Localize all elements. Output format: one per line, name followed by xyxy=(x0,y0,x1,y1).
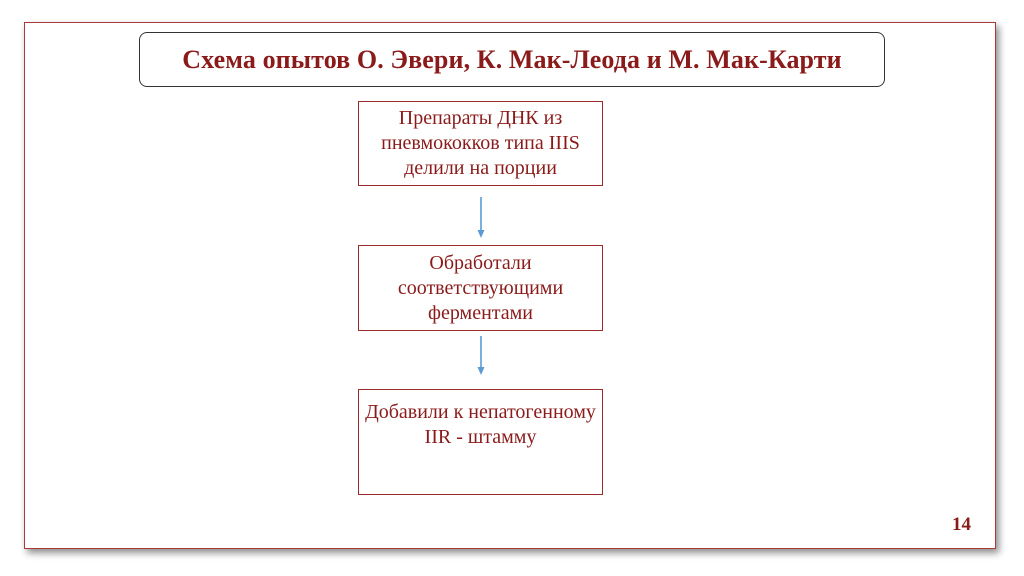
arrow-down-icon xyxy=(474,336,488,376)
flow-step-3-label: Добавили к непатогенному IIR - штамму xyxy=(365,401,596,448)
page-number: 14 xyxy=(952,514,971,535)
flow-step-2-label: Обработали соответствующими ферментами xyxy=(397,251,564,324)
slide xyxy=(24,22,996,549)
flow-step-2 xyxy=(358,245,603,331)
flow-step-1 xyxy=(358,101,603,186)
flow-step-3 xyxy=(358,389,603,495)
flow-step-1-label: Препараты ДНК из пневмококков типа IIIS делили на порции xyxy=(381,107,580,179)
arrow-down-icon xyxy=(474,197,488,239)
slide-title: Схема опытов О. Эвери, К. Мак-Леода и М. Мак-Карти xyxy=(182,44,842,74)
title-frame xyxy=(139,32,885,87)
